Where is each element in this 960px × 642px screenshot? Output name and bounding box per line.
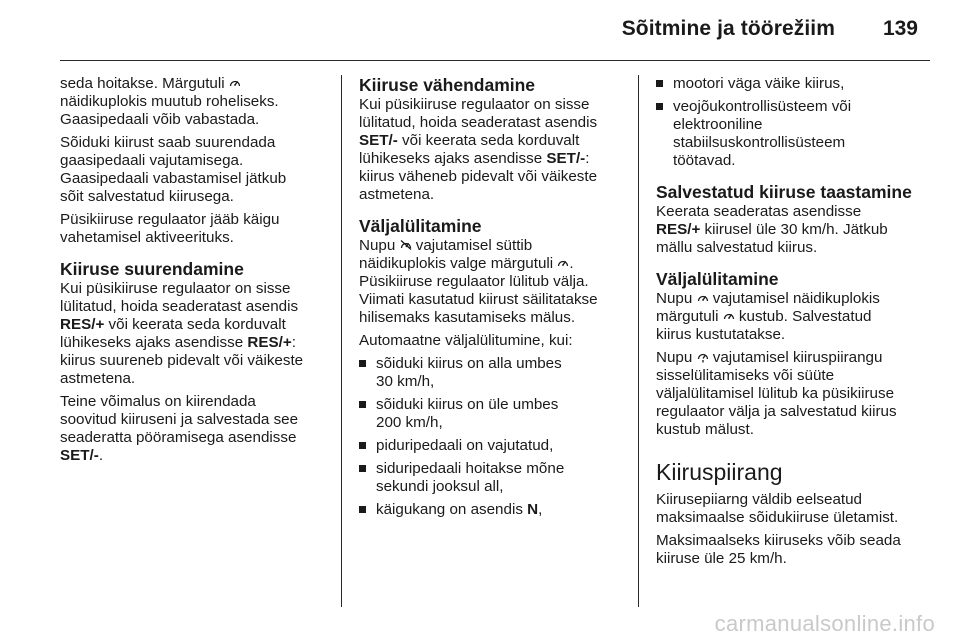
bullet-list [656,75,931,170]
paragraph: Nupu vajutamisel näidikuplokis märgutuli kustub. Salvestatud kiirus kustutatakse. [656,290,880,343]
page-title: Sõitmine ja töörežiim [621,17,835,40]
cruise-control-speedometer-icon [229,77,241,89]
section-heading: Kiiruse vähendamine [359,75,536,95]
paragraph: Teine võimalus on kiirendada soovitud kiiruseni ja salvestada see seaderatta pööramisega asendisse SET/-. [60,393,299,464]
page-header [60,0,930,61]
list-item: sõiduki kiirus on alla umbes 30 km/h, [359,355,629,391]
cruise-control-crossed-icon [400,239,412,251]
paragraph: Keerata seaderatas asendisse RES/+ kiirusel üle 30 km/h. Jätkub mällu salvestatud kiirus. [656,203,888,256]
bullet-list [359,355,629,519]
section-heading: Väljalülitamine [359,216,482,236]
paragraph: seda hoitakse. Märgutuli näidikuplokis muutub roheliseks. Gaasipedaali võib vabastada. [60,75,279,128]
list-item: piduripedaali on vajutatud, [359,437,629,455]
column-middle [359,75,629,524]
list-item: käigukang on asendis N, [359,501,629,519]
paragraph: Nupu vajutamisel süttib näidikuplokis valge märgutuli . Püsikiiruse regulaator lülitub välja. Viimati kasutatud kiirust säilitatakse hilisemaks kasutamiseks mälus. [359,237,598,326]
chapter-heading: Kiiruspiirang [656,459,783,485]
section-heading: Kiiruse suurendamine [60,259,244,279]
cruise-control-speedometer-icon [697,292,709,304]
list-item: mootori väga väike kiirus, [656,75,931,93]
paragraph: Kui püsikiiruse regulaator on sisse lülitatud, hoida seaderatast asendis SET/- või keerata seda korduvalt lühikeseks ajaks asendisse SET/-: kiirus väheneb pidevalt või väikeste astmetena. [359,96,598,203]
section-heading: Väljalülitamine [656,269,779,289]
paragraph: Kiirusepiiarng väldib eelseatud maksimaalse sõidukiiruse ületamist. [656,491,899,526]
list-item: siduripedaali hoitakse mõne sekundi jooksul all, [359,460,629,496]
cruise-control-speedometer-icon [723,310,735,322]
column-right [656,75,931,573]
paragraph: Maksimaalseks kiiruseks võib seada kiiruse üle 25 km/h. [656,532,901,567]
paragraph: Nupu vajutamisel kiiruspiirangu sisselülitamiseks või süüte väljalülitamisel lülitub ka püsikiiruse regulaator välja ja salvestatud kiirus kustub mälust. [656,349,897,438]
paragraph: Kui püsikiiruse regulaator on sisse lülitatud, hoida seaderatast asendis RES/+ või keerata seda korduvalt lühikeseks ajaks asendisse RES/+: kiirus suureneb pidevalt või väikeste astmetena. [60,280,304,387]
paragraph: Automaatne väljalülitumine, kui: [359,332,573,349]
paragraph: Püsikiiruse regulaator jääb käigu vahetamisel aktiveerituks. [60,211,280,246]
speed-limiter-icon [697,351,709,363]
page-number: 139 [882,17,918,40]
list-item: sõiduki kiirus on üle umbes 200 km/h, [359,396,629,432]
watermark: carmanualsonline.info [714,611,935,636]
paragraph: Sõiduki kiirust saab suurendada gaasipedaali vajutamisega. Gaasipedaali vabastamisel jätkub sõit salvestatud kiirusega. [60,134,287,205]
section-heading: Salvestatud kiiruse taastamine [656,182,912,202]
column-divider [638,75,639,607]
column-divider [341,75,342,607]
list-item: veojõukontrollisüsteem või elektrooniline stabiilsuskontrollisüsteem töötavad. [656,98,931,170]
cruise-control-speedometer-icon [557,257,569,269]
column-left [60,75,330,470]
